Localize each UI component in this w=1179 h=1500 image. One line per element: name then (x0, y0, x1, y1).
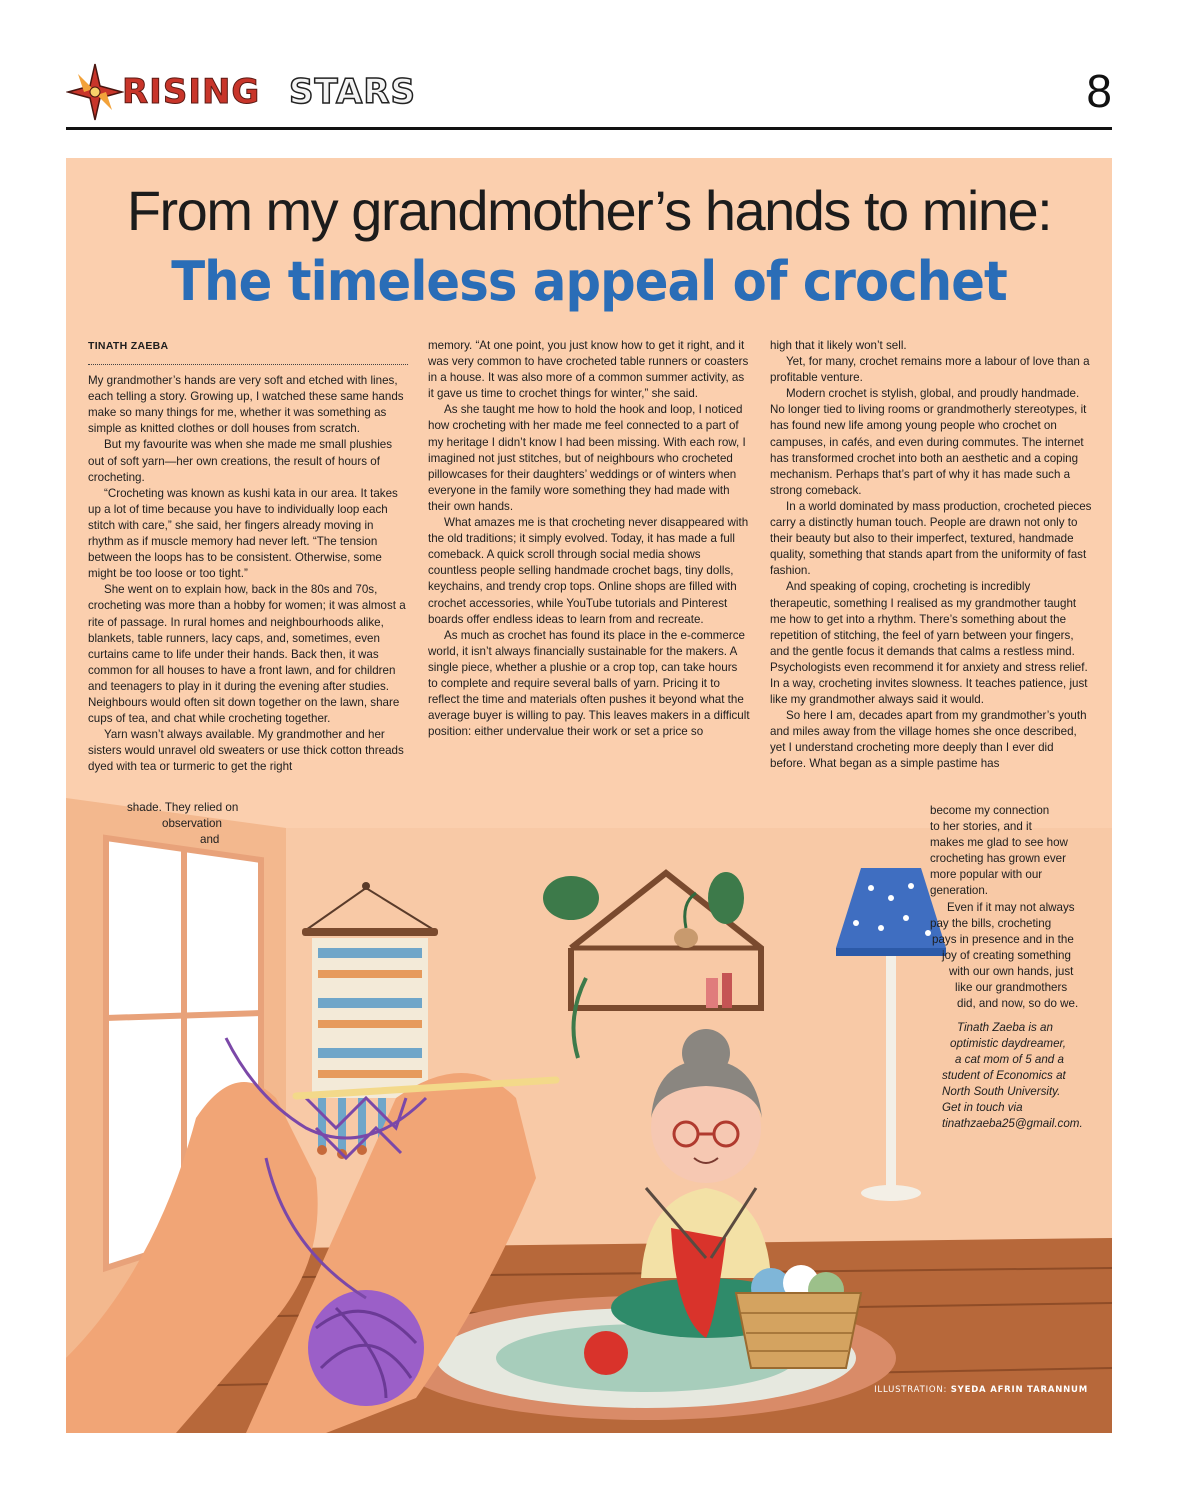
illustration-credit (874, 1385, 1088, 1395)
paragraph-tail-line: more popular with our (930, 868, 1043, 881)
paragraph-tail-line: shade. They relied on (127, 801, 239, 814)
credit-label: ILLUSTRATION: (874, 1385, 948, 1395)
paragraph: “Crocheting was known as kushi kata in our area. It takes up a lot of time because you have to individually loop each stitch with care,” she said, her fingers already moving in rhythm as if muscle memory had never left. “The tension between the loops has to be consistent. Otherwise, some might be too loose or too tight.” (88, 486, 398, 581)
article-panel (66, 158, 1112, 1433)
masthead (66, 62, 1112, 126)
bio-line: student of Economics at (942, 1069, 1066, 1082)
headline-line1: From my grandmother’s hands to mine: (126, 179, 1052, 242)
paragraph-tail-line: to her stories, and it (930, 820, 1032, 833)
paragraph-tail-line: crocheting has grown ever (930, 852, 1066, 865)
paragraph: In a world dominated by mass production, crocheted pieces carry a distinctly human touch. People are drawn not only to their beauty but also to their imperfect, textured, handmade quality, something that stands apart from the uniformity of fast fashion. (770, 499, 1092, 578)
bio-line: Tinath Zaeba is an (957, 1021, 1053, 1034)
paragraph: As she taught me how to hold the hook and loop, I noticed how crocheting with her made me feel connected to a part of my heritage I didn’t know I had been missing. With each row, I imagined not just stitches, but of neighbours who crocheted pillowcases for their daughters’ weddings or of winters when everyone in the family wore something they had made with their own hands. (428, 403, 746, 513)
bio-line: North South University. (942, 1085, 1061, 1098)
paragraph-tail-line: Even if it may not always (947, 901, 1075, 914)
paragraph: As much as crochet has found its place in the e-commerce world, it isn’t always financially sustainable for the makers. A single piece, whether a plushie or a crop top, can take hours to complete and require several balls of yarn. Pricing it to reflect the time and materials often pushes it beyond what the average buyer is willing to pay. This leaves makers in a difficult position: either undervalue their work or set a price so (428, 628, 750, 739)
paragraph-tail-line: pay the bills, crocheting (930, 917, 1052, 930)
paragraph-tail-line: makes me glad to see how (930, 836, 1068, 849)
paragraph-tail-line: observation (162, 817, 222, 830)
logo-rising-text: RISING (122, 72, 261, 112)
compass-star-icon (66, 62, 124, 122)
logo-stars-text: STARS (289, 72, 417, 112)
article-column-2 (428, 338, 750, 740)
paragraph-tail-line: become my connection (930, 804, 1050, 817)
paragraph: And speaking of coping, crocheting is incredibly therapeutic, something I realised as my grandmother taught me how to get into a rhythm. There’s something about the repetition of stitching, the feel of yarn between your fingers, and the gentle focus it demands that calms a restless mind. Psychologists even recommend it for anxiety and stress relief. In a way, crocheting invites slowness. It teaches patience, just like my grandmother always said it would. (770, 580, 1088, 707)
paragraph-tail-line: and (200, 833, 220, 846)
bio-line: a cat mom of 5 and a (955, 1053, 1064, 1066)
paragraph: high that it likely won’t sell. (770, 339, 907, 352)
headline-line2: The timeless appeal of crochet (171, 250, 1007, 313)
paragraph: Yarn wasn’t always available. My grandmother and her sisters would unravel old sweaters or use thick cotton threads dyed with tea or turmeric to get the right (88, 728, 404, 774)
paragraph-tail-line: with our own hands, just (949, 965, 1074, 978)
paragraph: Modern crochet is stylish, global, and proudly handmade. No longer tied to living rooms or grandmotherly stereotypes, it has found new life among young people who crochet on campuses, in cafés, and even during commutes. The internet has transformed crochet into both an aesthetic and a coping mechanism. Perhaps that’s part of why it has made such a strong comeback. (770, 387, 1087, 497)
paragraph: Yet, for many, crochet remains more a labour of love than a profitable venture. (770, 355, 1090, 385)
paragraph: My grandmother’s hands are very soft and etched with lines, each telling a story. Growing up, I watched these same hands make so many things for me, whether it was something as simple as knitted clothes or doll houses from scratch. (88, 374, 404, 436)
paragraph: So here I am, decades apart from my grandmother’s youth and miles away from the village homes she once described, yet I understand crocheting more deeply than I ever did before. What began as a simple pastime has (770, 709, 1087, 771)
paragraph-tail-line: joy of creating something (942, 949, 1071, 962)
paragraph: But my favourite was when she made me small plushies out of soft yarn—her own creations, the result of hours of crocheting. (88, 438, 393, 484)
article-column-3 (770, 338, 1092, 773)
bio-line: Get in touch via (942, 1101, 1023, 1114)
paragraph-tail-line: like our grandmothers (955, 981, 1068, 994)
bio-line: optimistic daydreamer, (950, 1037, 1066, 1050)
paragraph-tail-line: pays in presence and in the (932, 933, 1074, 946)
credit-name: SYEDA AFRIN TARANNUM (950, 1385, 1088, 1395)
header-rule (66, 127, 1112, 130)
paragraph-tail-line: did, and now, so do we. (957, 997, 1079, 1010)
paragraph: What amazes me is that crocheting never disappeared with the old traditions; it simply evolved. Today, it has made a full comeback. A quick scroll through social media shows countless people selling handmade crochet bags, tiny dolls, keychains, and trendy crop tops. Online shops are filled with crochet accessories, while YouTube tutorials and Pinterest boards offer endless ideas to learn from and recreate. (428, 516, 749, 626)
byline: TINATH ZAEBA (88, 338, 408, 365)
page-number: 8 (1086, 65, 1112, 117)
paragraph: memory. “At one point, you just know how to get it right, and it was very common to have crocheted table runners or coasters in a house. It was also more of a common summer activity, as it gave us time to crochet things for winter,” she said. (428, 339, 749, 401)
author-email: tinathzaeba25@gmail.com. (942, 1117, 1083, 1130)
paragraph-tail-line: generation. (930, 884, 989, 897)
paragraph: She went on to explain how, back in the 80s and 70s, crocheting was more than a hobby for women; it was almost a rite of passage. In rural homes and neighbourhoods alike, blankets, table runners, lacy caps, and, sometimes, even curtains came to life under their hands. Back then, it was common for all houses to have a front lawn, and for children and teenagers to play in it during the evening after studies. Neighbours would often sit down together on the lawn, share cups of tea, and chat while crocheting together. (88, 583, 406, 726)
article-column-1 (88, 338, 408, 775)
